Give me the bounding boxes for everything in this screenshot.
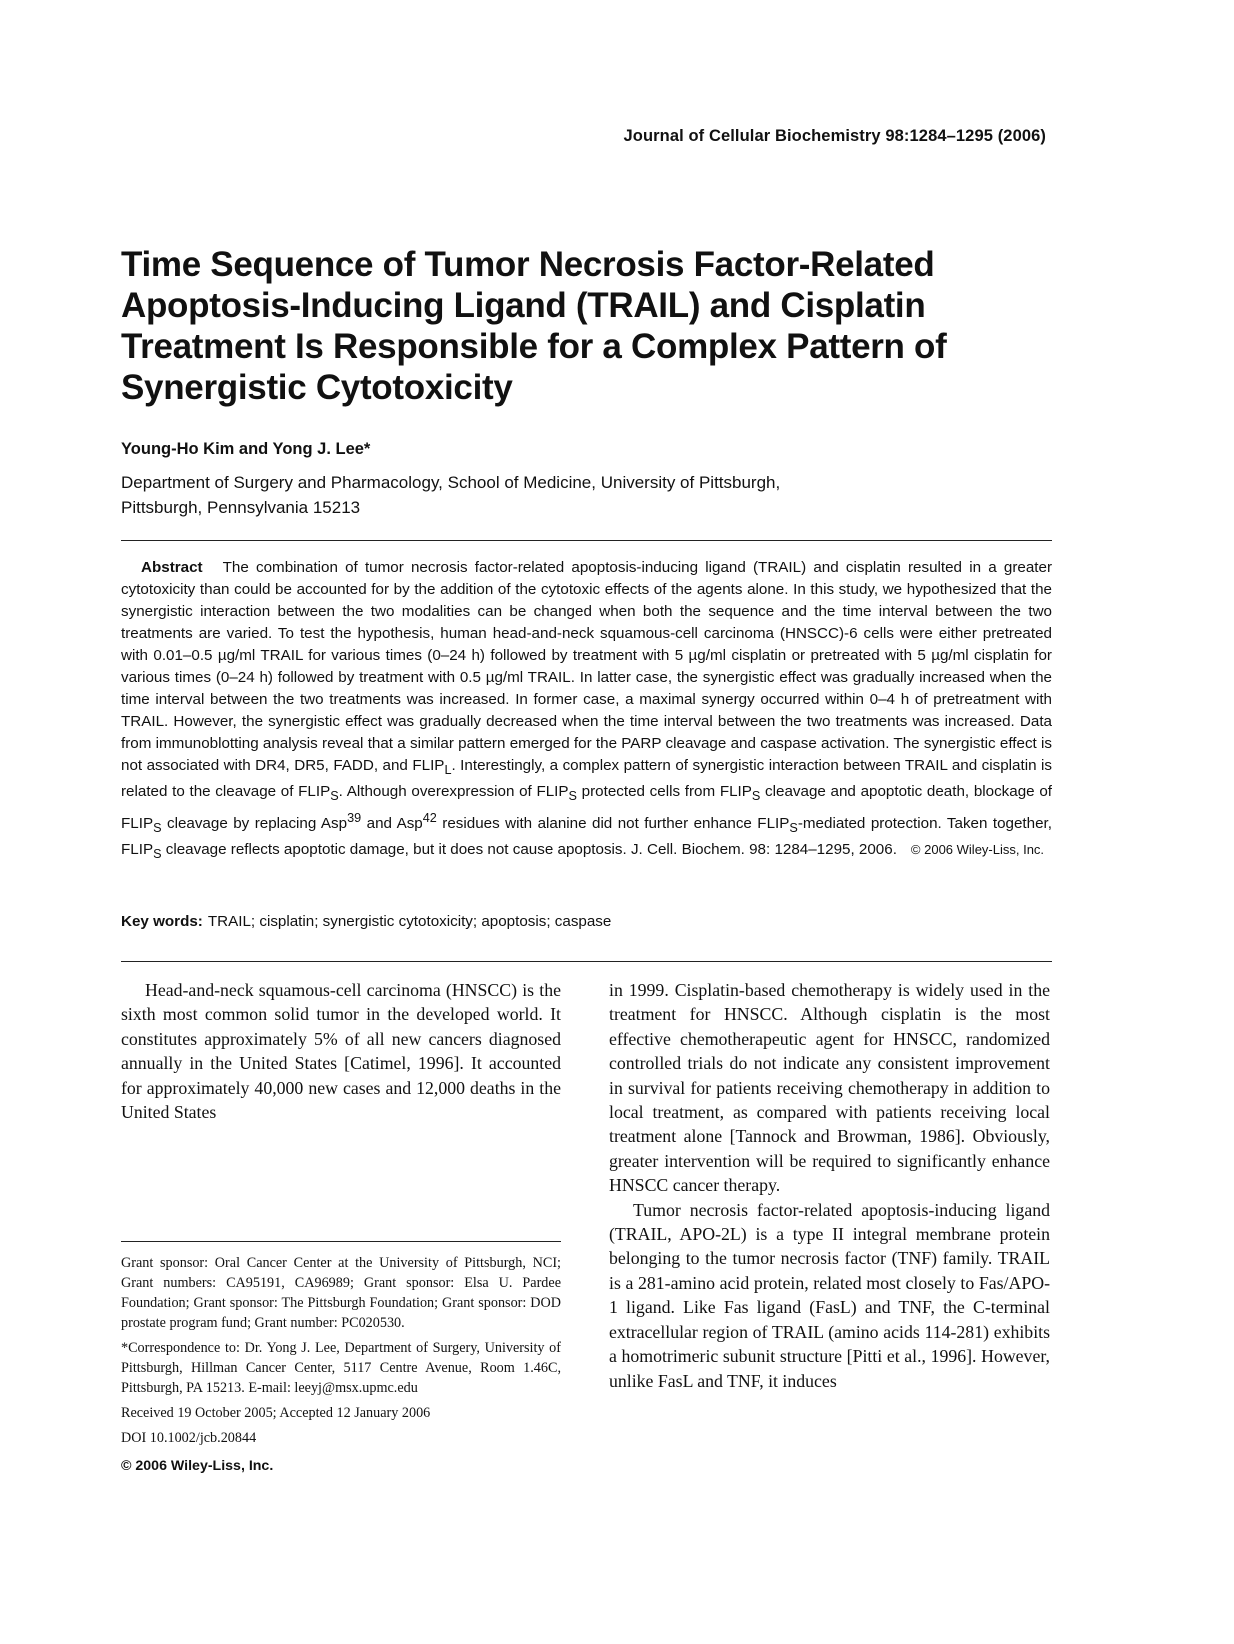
subscript: S (330, 789, 339, 804)
subscript: L (444, 763, 452, 778)
abstract-text: residues with alanine did not further enhance FLIP (436, 815, 790, 833)
article-title (121, 244, 1021, 408)
title-line: Time Sequence of Tumor Necrosis Factor-Related (121, 245, 935, 284)
abstract-text: . Although overexpression of FLIP (338, 783, 569, 801)
subscript: S (568, 789, 577, 804)
subscript: S (153, 847, 162, 862)
footnote-copyright: © 2006 Wiley-Liss, Inc. (121, 1458, 274, 1474)
authors: Young-Ho Kim and Yong J. Lee* (121, 440, 371, 458)
abstract-copyright: © 2006 Wiley-Liss, Inc. (910, 842, 1045, 858)
footnotes (121, 1253, 561, 1481)
title-line: Treatment Is Responsible for a Complex Pattern of (121, 327, 947, 366)
keywords-text: TRAIL; cisplatin; synergistic cytotoxicity; apoptosis; caspase (207, 913, 612, 930)
abstract-text: and Asp (361, 815, 423, 833)
divider (121, 540, 1052, 541)
subscript: S (789, 821, 798, 836)
journal-header: Journal of Cellular Biochemistry 98:1284–1295 (2006) (623, 127, 1046, 145)
abstract-text: cleavage reflects apoptotic damage, but it does not cause apoptosis. J. Cell. Biochem. 98: 1284–1295, 2006. (161, 841, 897, 859)
abstract-text: The combination of tumor necrosis factor-related apoptosis-inducing ligand (TRAIL) and cisplatin resulted in a greater cytotoxicity than could be accounted for by the addition of the cytotoxic effects of the agents alone. In this study, we hypothesized that the synergistic interaction between the two modalities can be changed when both the sequence and the time interval between the two treatments are varied. To test the hypothesis, human head-and-neck squamous-cell carcinoma (HNSCC)-6 cells were either pretreated with 0.01–0.5 µg/ml TRAIL for various times (0–24 h) followed by treatment with 5 µg/ml cisplatin or pretreated with 5 µg/ml cisplatin for various times (0–24 h) followed by treatment with 0.5 µg/ml TRAIL. In latter case, the synergistic effect was gradually increased when the time interval between the two treatments was increased. In former case, a maximal synergy occurred within 0–4 h of pretreatment with TRAIL. However, the synergistic effect was gradually decreased when the time interval between the two treatments was increased. Data from immunoblotting analysis reveal that a similar pattern emerged for the PARP cleavage and caspase activation. The synergistic effect is not associated with DR4, DR5, FADD, and FLIP (121, 559, 1052, 774)
title-line: Synergistic Cytotoxicity (121, 368, 513, 407)
doi: DOI 10.1002/jcb.20844 (121, 1430, 257, 1446)
affiliation-line: Pittsburgh, Pennsylvania 15213 (121, 498, 361, 517)
grant-footnote: Grant sponsor: Oral Cancer Center at the University of Pittsburgh, NCI; Grant numbers: CA95191, CA96989; Grant sponsor: Elsa U. Pardee Foundation; Grant sponsor: The Pittsburgh Foundation; Grant sponsor: DOD prostate program fund; Grant number: PC020530. (121, 1255, 561, 1331)
abstract-text: -mediated protection. Taken together, FLIP (121, 815, 1052, 859)
keywords (121, 913, 611, 930)
affiliation (121, 470, 1041, 520)
paragraph: in 1999. Cisplatin-based chemotherapy is widely used in the treatment for HNSCC. Although cisplatin is the most effective chemotherapeutic agent for HNSCC, randomized controlled trials do not indicate any consistent improvement in survival for patients receiving chemotherapy in addition to local treatment, as compared with patients receiving local treatment alone [Tannock and Browman, 1986]. Obviously, greater intervention will be required to significantly enhance HNSCC cancer therapy. (609, 980, 1050, 1196)
correspondence-footnote: *Correspondence to: Dr. Yong J. Lee, Department of Surgery, University of Pittsburgh, Hillman Cancer Center, 5117 Centre Avenue, Room 1.46C, Pittsburgh, PA 15213. E-mail: leeyj@msx.upmc.edu (121, 1340, 561, 1396)
keywords-label: Key words: (121, 913, 203, 930)
superscript: 39 (347, 811, 362, 826)
affiliation-line: Department of Surgery and Pharmacology, School of Medicine, University of Pittsburgh, (121, 473, 781, 492)
superscript: 42 (422, 811, 437, 826)
abstract-label: Abstract (141, 559, 203, 576)
body-column-right (609, 978, 1050, 1393)
divider (121, 961, 1052, 962)
footnote-divider (121, 1241, 561, 1242)
body-column-left: Head-and-neck squamous-cell carcinoma (HNSCC) is the sixth most common solid tumor in the developed world. It constitutes approximately 5% of all new cancers diagnosed annually in the United States [Catimel, 1996]. It accounted for approximately 40,000 new cases and 12,000 deaths in the United States (121, 980, 561, 1123)
received-date: Received 19 October 2005; Accepted 12 January 2006 (121, 1405, 431, 1421)
subscript: S (153, 821, 162, 836)
abstract-text: protected cells from FLIP (576, 783, 752, 801)
abstract-text: cleavage and apoptotic death, blockage of FLIP (121, 783, 1052, 833)
subscript: S (751, 789, 761, 804)
abstract-text: cleavage by replacing Asp (161, 815, 348, 833)
abstract (121, 557, 1052, 865)
title-line: Apoptosis-Inducing Ligand (TRAIL) and Cisplatin (121, 286, 926, 325)
abstract-text: . Interestingly, a complex pattern of synergistic interaction between TRAIL and cisplatin is related to the cleavage of FLIP (121, 757, 1052, 801)
paragraph: Tumor necrosis factor-related apoptosis-inducing ligand (TRAIL, APO-2L) is a type II integral membrane protein belonging to the tumor necrosis factor (TNF) family. TRAIL is a 281-amino acid protein, related most closely to Fas/APO-1 ligand. Like Fas ligand (FasL) and TNF, the C-terminal extracellular region of TRAIL (amino acids 114-281) exhibits a homotrimeric subunit structure [Pitti et al., 1996]. However, unlike FasL and TNF, it induces (609, 1199, 1050, 1391)
